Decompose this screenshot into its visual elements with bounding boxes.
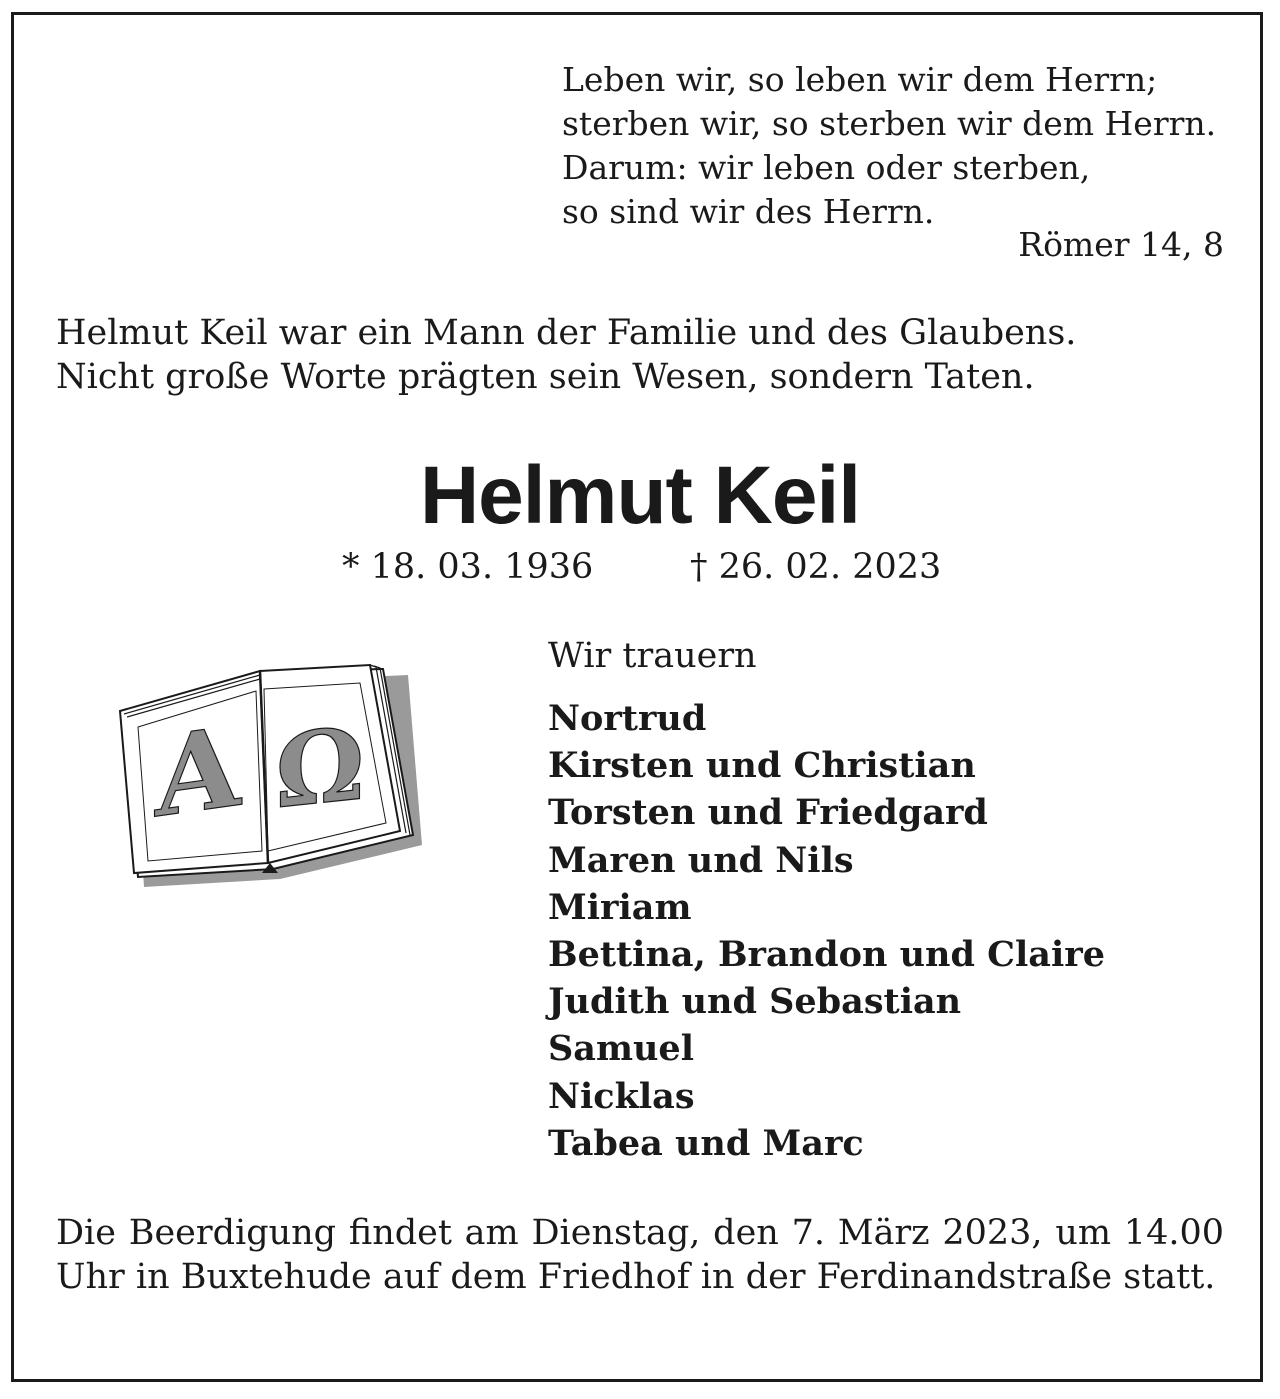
verse-line: Darum: wir leben oder sterben,	[562, 148, 1091, 187]
mourner-name: Kirsten und Christian	[548, 745, 976, 787]
mourner-name: Miriam	[548, 886, 692, 928]
mourner-name: Maren und Nils	[548, 839, 854, 881]
mourner-name: Judith und Sebastian	[548, 981, 962, 1023]
mourner-name: Tabea und Marc	[548, 1122, 864, 1164]
mourner-name: Samuel	[548, 1028, 694, 1070]
intro-line: Nicht große Worte prägten sein Wesen, sondern Taten.	[56, 357, 1035, 397]
mourning-label: Wir trauern	[548, 636, 757, 676]
intro-text	[56, 311, 1076, 399]
open-book-alpha-omega-icon	[108, 655, 428, 895]
death-date: † 26. 02. 2023	[690, 547, 942, 587]
birth-date: * 18. 03. 1936	[342, 547, 594, 587]
mourner-name: Nortrud	[548, 698, 707, 739]
omega-letter: Ω	[275, 704, 365, 832]
mourner-name: Torsten und Friedgard	[548, 792, 988, 834]
deceased-name: Helmut Keil	[419, 450, 861, 541]
verse-line: Leben wir, so leben wir dem Herrn;	[562, 60, 1158, 99]
alpha-letter: A	[155, 701, 241, 844]
bible-verse	[562, 58, 1216, 234]
mourner-list	[548, 695, 1105, 1167]
verse-line: so sind wir des Herrn.	[562, 192, 935, 231]
intro-line: Helmut Keil war ein Mann der Familie und des Glaubens.	[56, 313, 1077, 353]
mourner-name: Nicklas	[548, 1075, 695, 1117]
burial-notice: Die Beerdigung findet am Dienstag, den 7. März 2023, um 14.00 Uhr in Buxtehude auf dem Friedhof in der Ferdinandstraße statt.	[56, 1213, 1224, 1297]
verse-reference: Römer 14, 8	[1018, 225, 1224, 264]
mourner-name: Bettina, Brandon und Claire	[548, 934, 1105, 976]
verse-line: sterben wir, so sterben wir dem Herrn.	[562, 104, 1217, 143]
